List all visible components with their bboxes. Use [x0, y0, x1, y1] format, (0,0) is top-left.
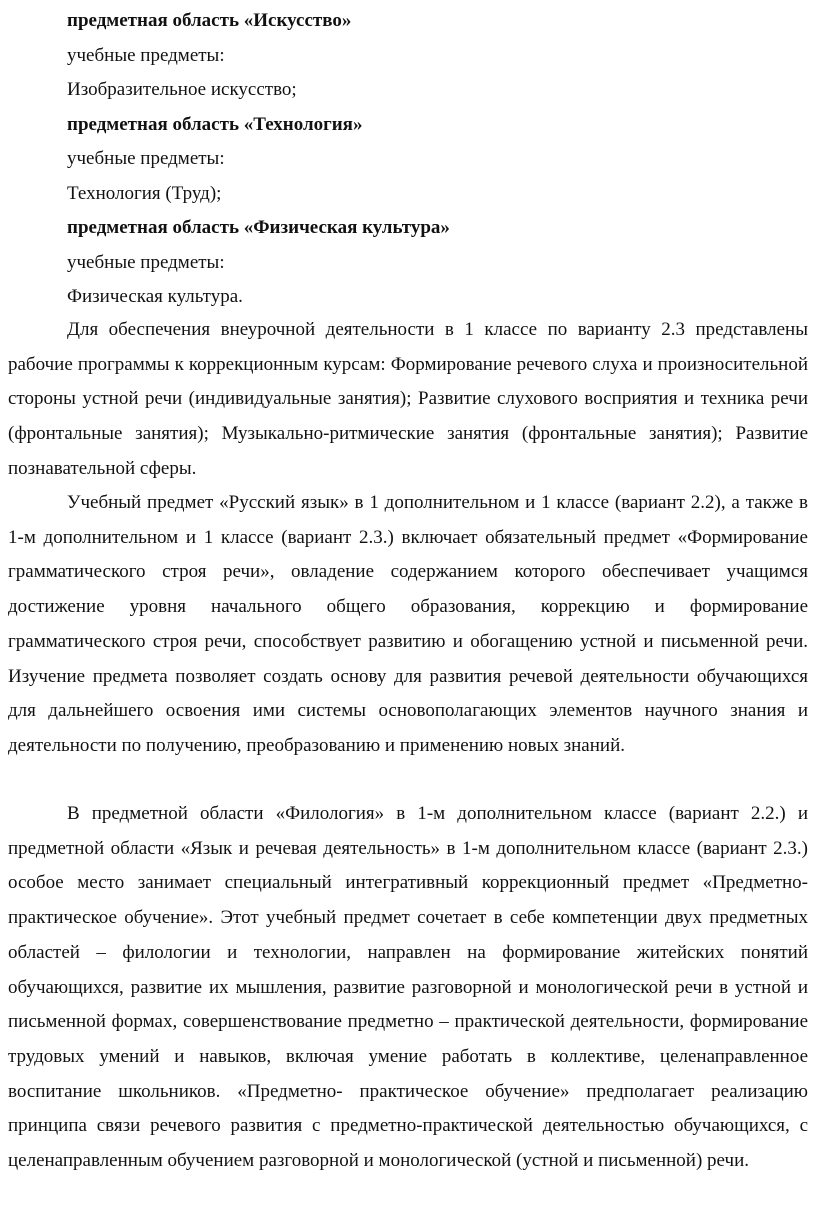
area-heading-technology: предметная область «Технология»: [67, 114, 363, 135]
subjects-art: Изобразительное искусство;: [67, 79, 297, 100]
subjects-label-technology: учебные предметы:: [67, 148, 225, 169]
subjects-label-physical-culture: учебные предметы:: [67, 252, 225, 273]
subjects-physical-culture: Физическая культура.: [67, 286, 243, 307]
area-heading-physical-culture: предметная область «Физическая культура»: [67, 217, 450, 238]
paragraph-practical-training: В предметной области «Филология» в 1-м дополнительном классе (вариант 2.2.) и предметной области «Язык и речевая деятельность» в 1-м дополнительном классе (вариант 2.3.) особое место занимает специальный интегративный коррекционный предмет «Предметно-практическое обучение». Этот учебный предмет сочетает в себе компетенции двух предметных областей – филологии и технологии, направлен на формирование житейских понятий обучающихся, развитие их мышления, развитие разговорной и монологической речи в устной и письменной формах, совершенствование предметно – практической деятельности, формирование трудовых умений и навыков, включая умение работать в коллективе, целенаправленное воспитание школьников. «Предметно- практическое обучение» предполагает реализацию принципа связи речевого развития с предметно-практической деятельностью обучающихся, с целенаправленным обучением разговорной и монологической (устной и письменной) речи.: [8, 803, 808, 1172]
area-heading-art: предметная область «Искусство»: [67, 10, 352, 31]
paragraph-extracurricular: Для обеспечения внеурочной деятельности в 1 классе по варианту 2.3 представлены рабочие программы к коррекционным курсам: Формирование речевого слуха и произносительной стороны устной речи (индивидуальные занятия); Развитие слухового восприятия и техника речи (фронтальные занятия); Музыкально-ритмические занятия (фронтальные занятия); Развитие познавательной сферы.: [8, 319, 808, 479]
subjects-technology: Технология (Труд);: [67, 183, 222, 204]
paragraph-russian-language: Учебный предмет «Русский язык» в 1 дополнительном и 1 классе (вариант 2.2), а также в 1-м дополнительном и 1 классе (вариант 2.3.) включает обязательный предмет «Формирование грамматического строя речи», овладение содержанием которого обеспечивает учащимся достижение уровня начального общего образования, коррекцию и формирование грамматического строя речи, способствует развитию и обогащению устной и письменной речи. Изучение предмета позволяет создать основу для развития речевой деятельности обучающихся для дальнейшего освоения ими системы основополагающих элементов научного знания и деятельности по получению, преобразованию и применению новых знаний.: [8, 492, 808, 756]
subjects-label-art: учебные предметы:: [67, 45, 225, 66]
